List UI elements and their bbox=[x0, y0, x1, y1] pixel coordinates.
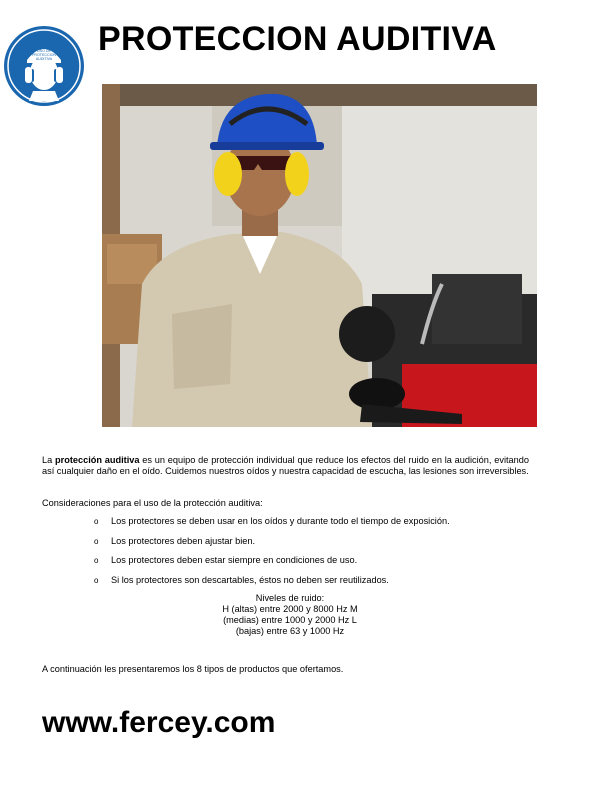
noise-level-line: H (altas) entre 2000 y 8000 Hz M bbox=[222, 604, 358, 614]
page-title: PROTECCION AUDITIVA bbox=[98, 20, 497, 58]
considerations-title: Consideraciones para el uso de la protección auditiva: bbox=[42, 498, 263, 508]
list-item-text: Los protectores deben estar siempre en condiciones de uso. bbox=[111, 555, 358, 565]
bullet-marker: o bbox=[94, 517, 99, 526]
bullet-marker: o bbox=[94, 536, 99, 546]
bullet-marker: o bbox=[94, 575, 99, 585]
intro-lead-bold: protección auditiva bbox=[55, 455, 140, 465]
intro-paragraph bbox=[42, 455, 529, 477]
considerations-list bbox=[94, 516, 450, 594]
ear-protection-sign-logo bbox=[3, 25, 85, 107]
list-item-text: Si los protectores son descartables, éstos no deben ser reutilizados. bbox=[111, 574, 389, 585]
noise-levels-title: Niveles de ruido: bbox=[255, 593, 325, 603]
intro-lead: La bbox=[42, 455, 56, 465]
list-item bbox=[94, 536, 450, 556]
closing-text: A continuación les presentaremos los 8 tipos de productos que ofertamos. bbox=[42, 664, 344, 674]
bullet-marker: o bbox=[94, 556, 99, 565]
noise-level-line: (bajas) entre 63 y 1000 Hz bbox=[235, 626, 345, 636]
logo-text-line-3: AUDITIVA bbox=[35, 57, 53, 61]
worker-with-earmuffs-photo bbox=[102, 84, 537, 427]
intro-body: es un equipo de protección individual que reduce los efectos del ruido en la audición, evitando así cualquier daño en el oído. Cuidemos nuestros oídos y nuestra capacidad de escucha, las lesiones son irreversibles. bbox=[42, 455, 529, 476]
noise-levels-block bbox=[190, 593, 390, 637]
list-item bbox=[94, 555, 450, 575]
logo-text-line-1: USO DE bbox=[37, 49, 51, 53]
list-item-text: Los protectores se deben usar en los oídos y durante todo el tiempo de exposición. bbox=[111, 516, 450, 526]
list-item-text: Los protectores deben ajustar bien. bbox=[111, 535, 256, 546]
list-item bbox=[94, 575, 450, 595]
website-url[interactable]: www.fercey.com bbox=[42, 706, 276, 739]
logo-text-line-2: PROTECCION bbox=[32, 53, 56, 57]
list-item bbox=[94, 516, 450, 536]
noise-level-line: (medias) entre 1000 y 2000 Hz L bbox=[223, 615, 357, 625]
